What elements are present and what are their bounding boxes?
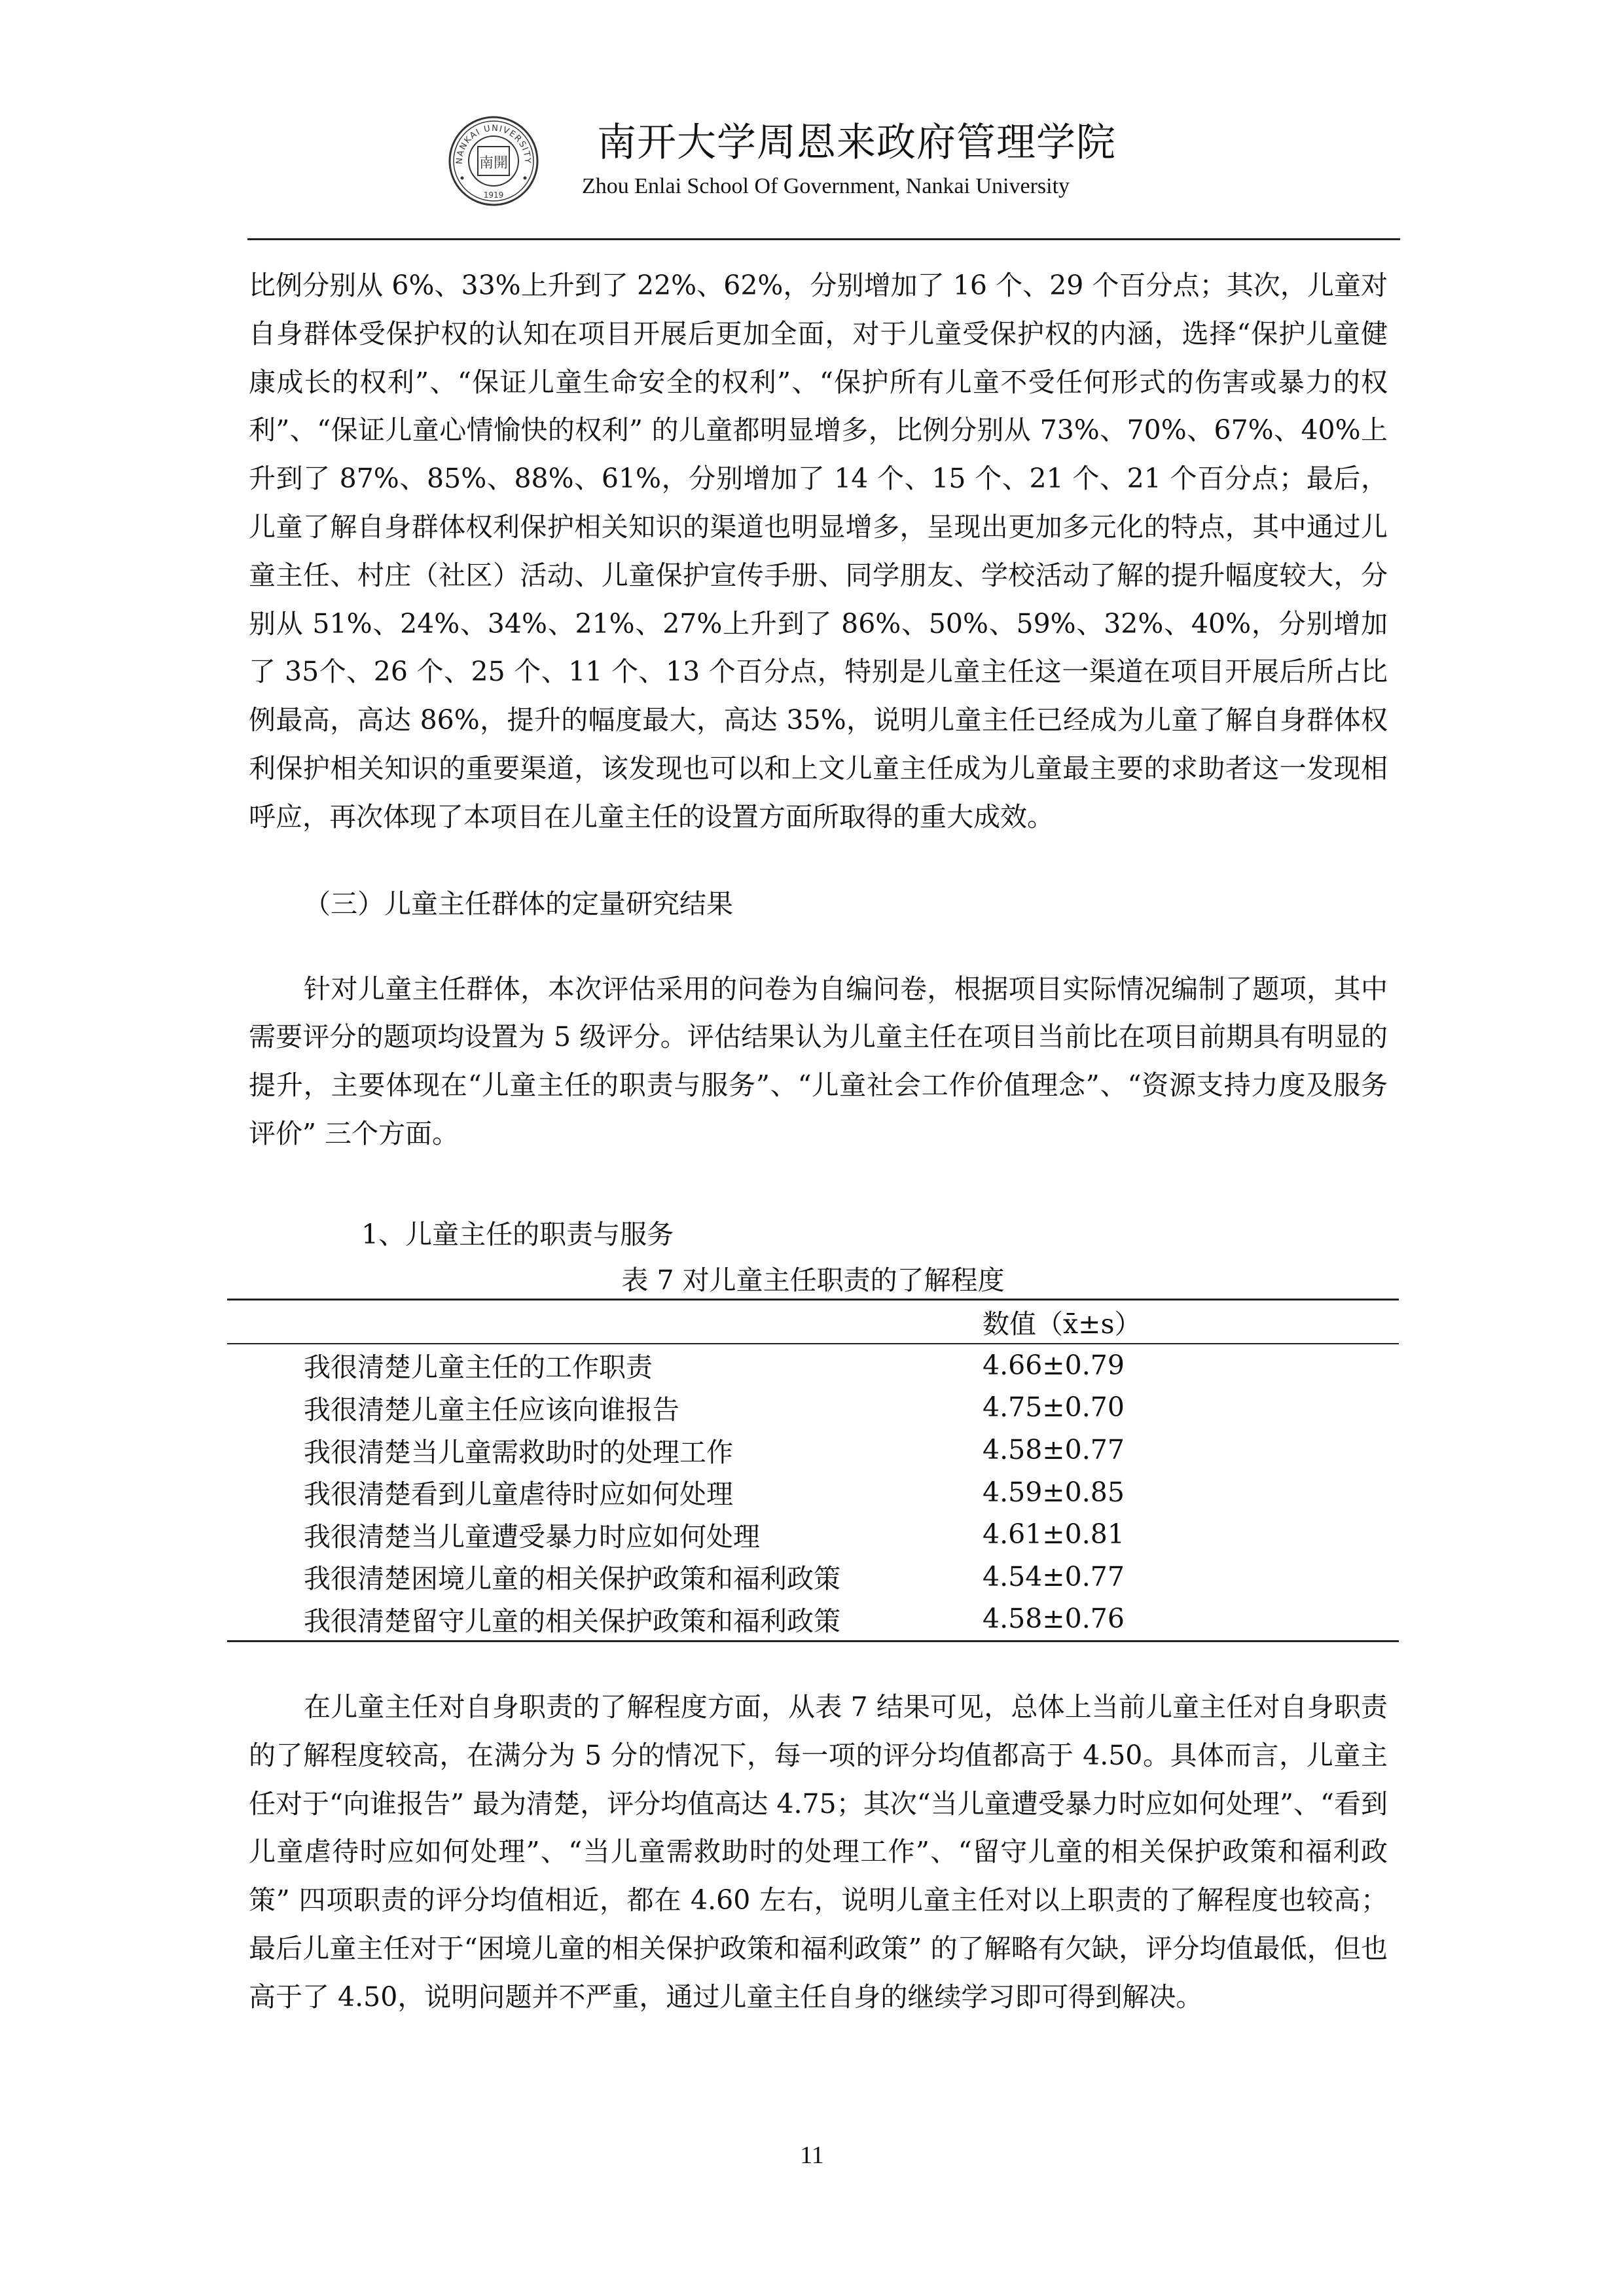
school-name-english: Zhou Enlai School Of Government, Nankai University xyxy=(582,174,1070,198)
row-value: 4.75±0.70 xyxy=(983,1391,1125,1424)
header-value: 数值（x̄±s） xyxy=(983,1308,1142,1340)
table-caption: 表 7 对儿童主任职责的了解程度 xyxy=(621,1265,1005,1296)
svg-text:NANKAI UNIVERSITY: NANKAI UNIVERSITY xyxy=(454,123,533,165)
row-item: 我很清楚儿童主任应该向谁报告 xyxy=(304,1393,679,1426)
table-row xyxy=(227,1598,1399,1641)
page-body xyxy=(249,262,1388,1253)
table-row xyxy=(227,1344,1399,1387)
row-value: 4.66±0.79 xyxy=(983,1349,1125,1381)
paragraph-children-rights-findings: 比例分别从 6%、33%上升到了 22%、62%，分别增加了 16 个、29 个百分点；其次，儿童对自身群体受保护权的认知在项目开展后更加全面，对于儿童受保护权的内涵，选择“保护儿童健康成长的权利”、“保证儿童生命安全的权利”、“保护所有儿童不受任何形式的伤害或暴力的权利”、“保证儿童心情愉快的权利” 的儿童都明显增多，比例分别从 73%、70%、67%、40%上升到了 87%、85%、88%、61%，分别增加了 14 个、15 个、21 个、21 个百分点；最后，儿童了解自身群体权利保护相关知识的渠道也明显增多，呈现出更加多元化的特点，其中通过儿童主任、村庄（社区）活动、儿童保护宣传手册、同学朋友、学校活动了解的提升幅度较大，分别从 51%、24%、34%、21%、27%上升到了 86%、50%、59%、32%、40%，分别增加了 35个、26 个、25 个、11 个、13 个百分点，特别是儿童主任这一渠道在项目开展后所占比例最高，高达 86%，提升的幅度最大，高达 35%，说明儿童主任已经成为儿童了解自身群体权利保护相关知识的重要渠道，该发现也可以和上文儿童主任成为儿童最主要的求助者这一发现相呼应，再次体现了本项目在儿童主任的设置方面所取得的重大成效。 xyxy=(249,270,1388,833)
school-name-chinese: 南开大学周恩来政府管理学院 xyxy=(597,120,1116,166)
header-item xyxy=(227,1300,983,1344)
table-header-row xyxy=(227,1300,1399,1344)
row-item: 我很清楚看到儿童虐待时应如何处理 xyxy=(304,1479,733,1511)
page-body-continued xyxy=(249,1683,1388,2022)
svg-text:南開: 南開 xyxy=(478,155,509,171)
row-value: 4.61±0.81 xyxy=(983,1518,1125,1551)
row-value: 4.58±0.76 xyxy=(983,1603,1125,1635)
row-value: 4.54±0.77 xyxy=(983,1560,1125,1592)
duties-understanding-table xyxy=(227,1299,1399,1642)
row-item: 我很清楚儿童主任的工作职责 xyxy=(304,1352,653,1384)
section-title-quantitative-results: （三）儿童主任群体的定量研究结果 xyxy=(304,888,733,920)
table-row xyxy=(227,1386,1399,1429)
table-row xyxy=(227,1471,1399,1513)
row-item: 我很清楚困境儿童的相关保护政策和福利政策 xyxy=(304,1563,840,1595)
table-7 xyxy=(227,1262,1399,1642)
table-row xyxy=(227,1429,1399,1471)
nankai-university-seal-logo xyxy=(448,115,539,207)
row-item: 我很清楚留守儿童的相关保护政策和福利政策 xyxy=(304,1605,840,1637)
paragraph-questionnaire-description: 针对儿童主任群体，本次评估采用的问卷为自编问卷，根据项目实际情况编制了题项，其中需要评分的题项均设置为 5 级评分。评估结果认为儿童主任在项目当前比在项目前期具有明显的提升，主要体现在“儿童主任的职责与服务”、“儿童社会工作价值理念”、“资源支持力度及服务评价” 三个方面。 xyxy=(249,973,1388,1149)
page-header xyxy=(0,0,1624,242)
row-value: 4.58±0.77 xyxy=(983,1434,1125,1466)
row-item: 我很清楚当儿童遭受暴力时应如何处理 xyxy=(304,1520,760,1552)
svg-text:1919: 1919 xyxy=(483,190,504,200)
table-row xyxy=(227,1513,1399,1556)
page-number: 11 xyxy=(800,2142,824,2169)
row-value: 4.59±0.85 xyxy=(983,1476,1125,1508)
header-divider xyxy=(247,238,1400,240)
table-row xyxy=(227,1556,1399,1598)
row-item: 我很清楚当儿童需救助时的处理工作 xyxy=(304,1436,733,1468)
subsection-title-duties-and-services: 1、儿童主任的职责与服务 xyxy=(361,1218,674,1250)
paragraph-table7-analysis: 在儿童主任对自身职责的了解程度方面，从表 7 结果可见，总体上当前儿童主任对自身职责的了解程度较高，在满分为 5 分的情况下，每一项的评分均值都高于 4.50。具体而言，儿童主任对于“向谁报告” 最为清楚，评分均值高达 4.75；其次“当儿童遭受暴力时应如何处理”、“看到儿童虐待时应如何处理”、“当儿童需救助时的处理工作”、“留守儿童的相关保护政策和福利政策” 四项职责的评分均值相近，都在 4.60 左右，说明儿童主任对以上职责的了解程度也较高；最后儿童主任对于“困境儿童的相关保护政策和福利政策” 的了解略有欠缺，评分均值最低，但也高于了 4.50，说明问题并不严重，通过儿童主任自身的继续学习即可得到解决。 xyxy=(249,1691,1388,2013)
